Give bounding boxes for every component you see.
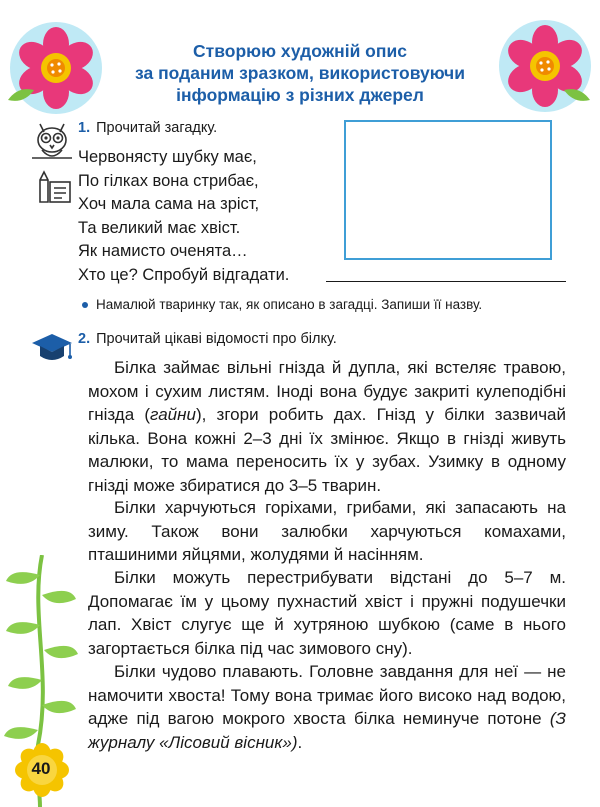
- paragraph-2: Білки харчуються горіхами, грибами, які запасають на зиму. Також вони залюбки харчуються комахами, пташиними яйцями, жолудями й насінням.: [88, 498, 566, 564]
- p1-text-a: Білка займає вільні гнізда й дупла, які встеляє травою, мохом і сухим листям. Іноді вона будує закриті кулеподібні гнізда (: [88, 358, 566, 424]
- page-title: [100, 40, 500, 106]
- title-line-1: Створюю художній опис: [193, 41, 407, 61]
- task1-heading: [78, 120, 217, 136]
- drawing-box[interactable]: [344, 120, 552, 260]
- flower-right-icon: [490, 0, 600, 120]
- riddle-line: Хоч мала сама на зріст,: [78, 195, 260, 214]
- task2-heading: [78, 331, 337, 347]
- p4-source: (З журналу «Лісовий вісник»): [88, 709, 566, 752]
- page-number: 40: [31, 759, 51, 778]
- paragraph-1: [88, 356, 566, 497]
- riddle-line: Та великий має хвіст.: [78, 218, 241, 237]
- title-line-2: за поданим зразком, використовуючи: [135, 63, 465, 83]
- riddle-line: Хто це? Спробуй відгадати.: [78, 265, 290, 284]
- p4-text: Білки чудово плавають. Головне завдання для неї — не намочити хвоста! Тому вона тримає його високо над водою, адже під вагою мокрого хвоста білка неминуче потоне: [88, 662, 566, 728]
- graduation-cap-icon: [30, 330, 74, 364]
- paragraph-4: [88, 660, 566, 754]
- p4-end: .: [297, 732, 303, 752]
- pencil-notebook-icon: [34, 170, 74, 206]
- flower-left-icon: [0, 0, 110, 120]
- task2-number: 2.: [78, 331, 91, 347]
- riddle-line: Як намисто оченята…: [78, 242, 248, 261]
- task1-instruction-text: Намалюй тваринку так, як описано в загадці. Запиши її назву.: [96, 297, 483, 312]
- task1-instruction: [82, 297, 482, 312]
- bullet-icon: [82, 302, 88, 308]
- owl-icon: [30, 118, 74, 166]
- riddle-line: Червонясту шубку має,: [78, 148, 257, 166]
- title-line-3: інформацію з різних джерел: [176, 85, 424, 105]
- riddle-line: По гілках вона стрибає,: [78, 171, 259, 190]
- riddle: [78, 146, 289, 288]
- task1-label: Прочитай загадку.: [96, 120, 218, 136]
- paragraph-3: Білки можуть перестрибувати відстані до 5–7 м. Допомагає їм у цьому пухнастий хвіст і пружні подушечки лап. Хвіст слугує ще й хутряною шубкою (саме в нього загортається білка під час зимового сну).: [88, 568, 566, 658]
- task1-number: 1.: [78, 120, 91, 136]
- answer-input-line[interactable]: [326, 281, 566, 282]
- p1-text-b: ), згори робить дах. Гнізд у білки зазвичай кілька. Вона кожні 2–3 дні їх змінює. Якщо в гнізді живуть малюки, то мама переносить їх у зубах. Узимку в одному гнізді може збиратися до 3–5 тварин.: [88, 405, 566, 495]
- task2-label: Прочитай цікаві відомості про білку.: [96, 331, 337, 347]
- p1-italic-term: гайни: [150, 405, 196, 424]
